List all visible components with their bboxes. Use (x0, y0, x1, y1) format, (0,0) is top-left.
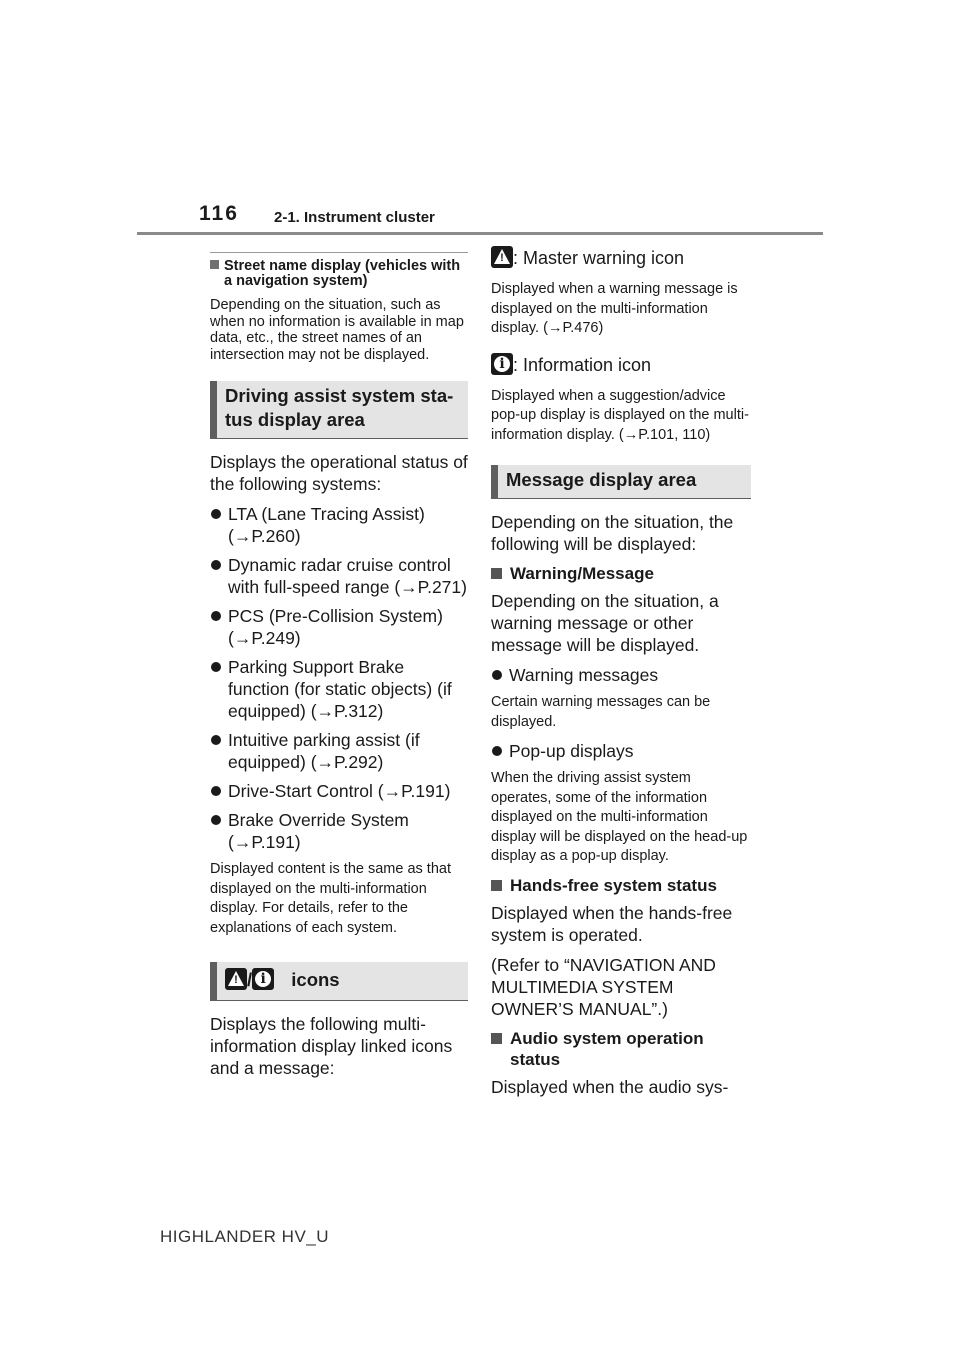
audio-status-heading: Audio system operation status (491, 1028, 751, 1070)
list-item: Intuitive parking assist (if equipped) (→P.292) (210, 729, 468, 773)
information-label: : Information icon (513, 354, 652, 375)
footer-model: HIGHLANDER HV_U (160, 1227, 330, 1246)
list-item: Brake Override System (→P.191) (210, 809, 468, 853)
page-header (0, 0, 960, 240)
message-area-heading: Message display area (506, 469, 697, 490)
street-name-heading: Street name display (vehicles with a navigation system) (210, 259, 468, 289)
information-icon (252, 968, 274, 990)
section-title: 2-1. Instrument cluster (274, 209, 435, 226)
right-column (491, 246, 751, 1106)
icons-heading-box (210, 962, 468, 1001)
information-text: Displayed when a suggestion/advice pop-up display is displayed on the multi-information display. (→P.101, 110) (491, 387, 749, 443)
list-item: Parking Support Brake function (for static objects) (if equipped) (→P.312) (210, 656, 468, 722)
master-warning-label-line (491, 246, 751, 270)
driving-assist-heading-line2: tus display area (225, 409, 365, 430)
list-item: LTA (Lane Tracing Assist) (→P.260) (210, 503, 468, 547)
list-item: PCS (Pre-Collision System) (→P.249) (210, 605, 468, 649)
warning-message-text: Depending on the situation, a warning message or other message will be displayed. (491, 591, 719, 655)
message-area-intro: Depending on the situation, the following will be displayed: (491, 512, 734, 554)
list-item: Dynamic radar cruise control with full-speed range (→P.271) (210, 554, 468, 598)
square-bullet-icon (491, 568, 502, 579)
driving-assist-note: Displayed content is the same as that displayed on the multi-information display. For details, refer to the explanations of each system. (210, 861, 451, 936)
header-rule (137, 232, 823, 235)
popup-displays-bullet: Pop-up displays (491, 740, 751, 762)
icons-heading-label: icons (291, 969, 340, 990)
street-name-text: Depending on the situation, such as when no information is available in map data, etc., the street names of an intersection may not be displayed. (210, 297, 464, 363)
master-warning-label: : Master warning icon (513, 248, 685, 268)
handsfree-text: Displayed when the hands-free system is operated. (491, 902, 733, 945)
list-item: Drive-Start Control (→P.191) (210, 780, 468, 802)
page-number: 116 (199, 202, 239, 225)
message-area-heading-box (491, 465, 751, 499)
square-bullet-icon (210, 260, 219, 269)
warning-messages-text: Certain warning messages can be displayed. (491, 694, 711, 730)
master-warning-icon (225, 968, 247, 990)
information-icon (491, 353, 513, 375)
warning-messages-bullet: Warning messages (491, 664, 751, 686)
handsfree-reference: (Refer to “NAVIGATION AND MULTIMEDIA SYSTEM OWNER’S MANUAL”.) (491, 954, 716, 1019)
master-warning-text: Displayed when a warning message is displayed on the multi-information display. (→P.476) (491, 281, 738, 336)
driving-assist-heading-line1: Driving assist system sta- (225, 385, 454, 406)
left-column (210, 252, 468, 1087)
audio-status-text: Displayed when the audio sys- (491, 1076, 729, 1097)
handsfree-heading: Hands-free system status (491, 875, 751, 896)
master-warning-icon (491, 246, 513, 268)
information-label-line (491, 353, 751, 377)
square-bullet-icon (491, 880, 502, 891)
driving-assist-heading-box (210, 381, 468, 439)
square-bullet-icon (491, 1033, 502, 1044)
divider (210, 252, 468, 253)
icon-separator: / (247, 969, 253, 990)
warning-message-heading: Warning/Message (491, 563, 751, 584)
icons-text: Displays the following multi-information display linked icons and a message: (210, 1014, 453, 1078)
driving-assist-intro: Displays the operational status of the following systems: (210, 452, 468, 494)
popup-displays-text: When the driving assist system operates, some of the information displayed on the multi-information display will be displayed on the head-up display as a pop-up display. (491, 770, 748, 864)
